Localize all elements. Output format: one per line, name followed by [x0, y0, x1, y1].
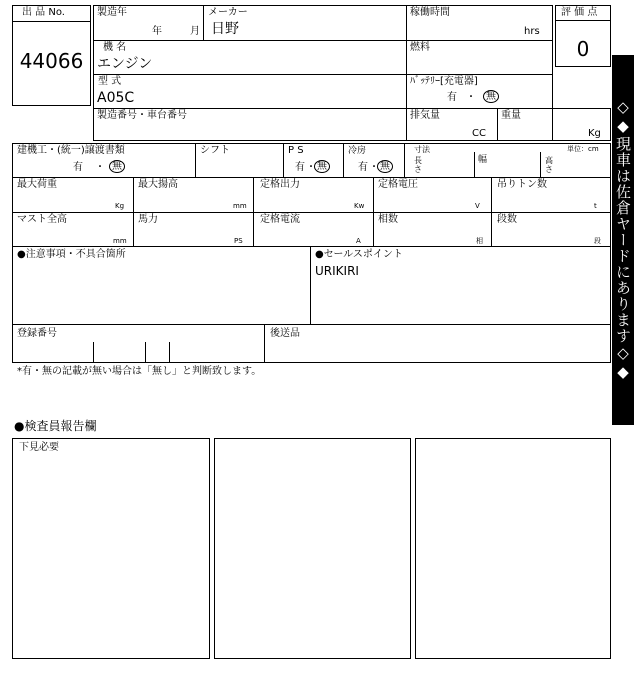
- weight-unit: Kg: [588, 128, 601, 139]
- rated-current-unit: A: [356, 237, 361, 245]
- weight-label: 重量: [501, 110, 521, 121]
- item-no-value: 44066: [19, 49, 84, 73]
- transfer-dot: ・: [95, 162, 105, 173]
- height-label: 高 さ: [545, 156, 553, 174]
- registration-box: [12, 325, 611, 363]
- side-banner: ◇◆現車は佐倉ヤードにあります◇◆: [612, 55, 634, 425]
- caution-label: ●注意事項・不具合箇所: [17, 249, 126, 260]
- max-lift-unit: mm: [233, 202, 247, 210]
- rated-voltage-unit: V: [475, 202, 480, 210]
- battery-label: ﾊﾞｯﾃﾘｰ[充電器]: [410, 76, 478, 87]
- transfer-label: 建機工・(統一)譲渡書類: [17, 145, 125, 156]
- rating-label: 評 価 点: [561, 7, 598, 18]
- battery-dot: ・: [466, 92, 476, 103]
- width-label: 幅: [478, 155, 488, 165]
- stages-label: 段数: [497, 214, 517, 225]
- cooling-dot: ・: [369, 162, 379, 173]
- rated-voltage-label: 定格電圧: [378, 179, 418, 190]
- model-name-value: エンジン: [97, 56, 153, 72]
- phase-label: 相数: [378, 214, 398, 225]
- inspector-box-1: [12, 438, 210, 659]
- ps-label: P S: [288, 145, 304, 156]
- displacement-unit: CC: [472, 128, 486, 139]
- hours-unit: hrs: [524, 26, 540, 37]
- sales-label: ●セールスポイント: [315, 249, 403, 260]
- hours-label: 稼働時間: [410, 7, 450, 18]
- ps-yes: 有: [295, 162, 305, 173]
- type-label: 型 式: [98, 76, 122, 87]
- max-lift-label: 最大揚高: [138, 179, 178, 190]
- mast-unit: mm: [113, 237, 127, 245]
- sales-text: URIKIRI: [315, 264, 359, 278]
- rating-value: 0: [576, 37, 590, 61]
- rated-current-label: 定格電流: [260, 214, 300, 225]
- year-unit: 年: [152, 26, 162, 37]
- inspector-box-1-text: 下見必要: [19, 442, 59, 453]
- model-name-label: 機 名: [103, 42, 127, 53]
- month-unit: 月: [190, 26, 200, 37]
- transfer-yes: 有: [73, 162, 83, 173]
- hoist-label: 吊りトン数: [497, 179, 547, 190]
- fuel-label: 燃料: [410, 42, 430, 53]
- ps-no: 無: [314, 160, 330, 173]
- horsepower-label: 馬力: [138, 214, 158, 225]
- max-load-label: 最大荷重: [17, 179, 57, 190]
- mast-label: マスト全高: [17, 214, 67, 225]
- divider: [12, 21, 91, 22]
- length-label: 長 さ: [414, 156, 422, 174]
- cooling-yes: 有: [358, 162, 368, 173]
- rated-output-unit: Kw: [354, 202, 365, 210]
- battery-yes: 有: [447, 92, 457, 103]
- shipping-label: 後送品: [270, 328, 300, 339]
- ps-dot: ・: [306, 162, 316, 173]
- hoist-unit: t: [594, 202, 597, 210]
- inspector-box-2: [214, 438, 411, 659]
- rated-output-label: 定格出力: [260, 179, 300, 190]
- year-label: 製造年: [97, 7, 127, 18]
- stages-unit: 段: [594, 237, 601, 245]
- spec-grid: [12, 143, 611, 247]
- max-load-unit: Kg: [115, 202, 125, 210]
- battery-no: 無: [483, 90, 499, 103]
- type-value: A05C: [97, 90, 135, 106]
- serial-label: 製造番号・車台番号: [97, 110, 187, 121]
- shift-label: シフト: [200, 145, 230, 156]
- phase-unit: 相: [476, 237, 483, 245]
- inspector-title: ●検査員報告欄: [14, 419, 97, 433]
- maker-label: メーカー: [208, 7, 248, 18]
- reg-label: 登録番号: [17, 328, 57, 339]
- cooling-no: 無: [377, 160, 393, 173]
- maker-value: 日野: [211, 21, 239, 37]
- dim-unit: 単位：cm: [567, 145, 599, 153]
- cooling-label: 冷房: [348, 146, 367, 156]
- horsepower-unit: PS: [234, 237, 243, 245]
- dim-label: 寸法: [414, 145, 430, 154]
- footnote: *有・無の記載が無い場合は「無し」と判断致します。: [17, 366, 262, 377]
- displacement-label: 排気量: [410, 110, 440, 121]
- item-no-label: 出 品 No.: [22, 7, 65, 18]
- inspector-box-3: [415, 438, 611, 659]
- transfer-no: 無: [109, 160, 125, 173]
